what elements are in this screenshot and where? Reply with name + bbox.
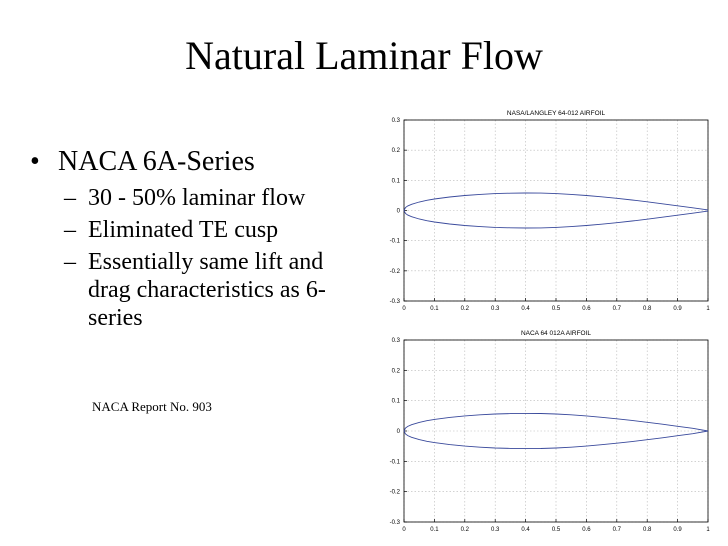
- x-tick-label: 0.5: [551, 527, 561, 533]
- sub-bullet-text: Essentially same lift and drag characteristics as 6-series: [88, 249, 326, 331]
- sub-bullet-text: Eliminated TE cusp: [88, 217, 279, 243]
- bullet-main-text: NACA 6A-Series: [58, 146, 255, 177]
- x-tick-label: 0.6: [582, 527, 591, 533]
- x-tick-label: 1: [706, 306, 710, 312]
- x-tick-label: 0.8: [643, 306, 652, 312]
- y-tick-label: 0: [396, 208, 400, 215]
- x-tick-label: 0.7: [612, 306, 621, 312]
- x-tick-label: 0.8: [643, 527, 652, 533]
- x-tick-label: 0: [402, 527, 406, 533]
- chart-title: NASA/LANGLEY 64-012 AIRFOIL: [506, 110, 606, 117]
- sub-bullet-dash: –: [64, 249, 76, 275]
- x-tick-label: 0.4: [521, 527, 530, 533]
- sub-bullet-text: 30 - 50% laminar flow: [88, 185, 306, 211]
- y-tick-label: -0.2: [389, 489, 400, 496]
- y-tick-label: 0.2: [391, 368, 400, 375]
- x-tick-label: 0.9: [673, 306, 682, 312]
- x-tick-label: 0.5: [551, 306, 561, 312]
- sub-bullet-dash: –: [64, 185, 76, 211]
- x-tick-label: 0: [402, 306, 406, 312]
- y-tick-label: 0.2: [391, 148, 400, 155]
- y-tick-label: -0.3: [389, 299, 400, 305]
- chart-title: NACA 64 012A AIRFOIL: [520, 330, 592, 337]
- slide-title: Natural Laminar Flow: [185, 33, 543, 78]
- airfoil-plot-bottom: [384, 326, 724, 546]
- sub-bullet-dash: –: [64, 217, 76, 243]
- bullet-dot: •: [30, 146, 40, 177]
- sub-bullet: [64, 184, 370, 212]
- sub-bullet-list: [64, 184, 370, 332]
- x-tick-label: 0.7: [612, 527, 621, 533]
- y-tick-label: 0.1: [391, 178, 400, 185]
- x-tick-label: 0.9: [673, 527, 682, 533]
- bullet-main: [30, 146, 370, 178]
- y-tick-label: -0.1: [389, 459, 400, 466]
- x-tick-label: 0.2: [460, 306, 469, 312]
- x-tick-label: 0.1: [430, 306, 439, 312]
- bullet-list: [30, 146, 370, 332]
- x-tick-label: 0.4: [521, 306, 530, 312]
- x-tick-label: 1: [706, 527, 710, 533]
- y-tick-label: -0.3: [389, 520, 400, 526]
- sub-bullet: [64, 248, 370, 332]
- sub-bullet: [64, 216, 370, 244]
- x-tick-label: 0.2: [460, 527, 469, 533]
- y-tick-label: 0.3: [391, 118, 400, 124]
- y-tick-label: -0.1: [389, 238, 400, 245]
- reference-note: NACA Report No. 903: [92, 399, 212, 414]
- x-tick-label: 0.1: [430, 527, 439, 533]
- y-tick-label: -0.2: [389, 268, 400, 275]
- x-tick-label: 0.3: [491, 306, 500, 312]
- x-tick-label: 0.6: [582, 306, 591, 312]
- y-tick-label: 0.3: [391, 338, 400, 344]
- x-tick-label: 0.3: [491, 527, 500, 533]
- y-tick-label: 0: [396, 429, 400, 435]
- y-tick-label: 0.1: [391, 398, 400, 405]
- airfoil-plot-top: [384, 104, 724, 328]
